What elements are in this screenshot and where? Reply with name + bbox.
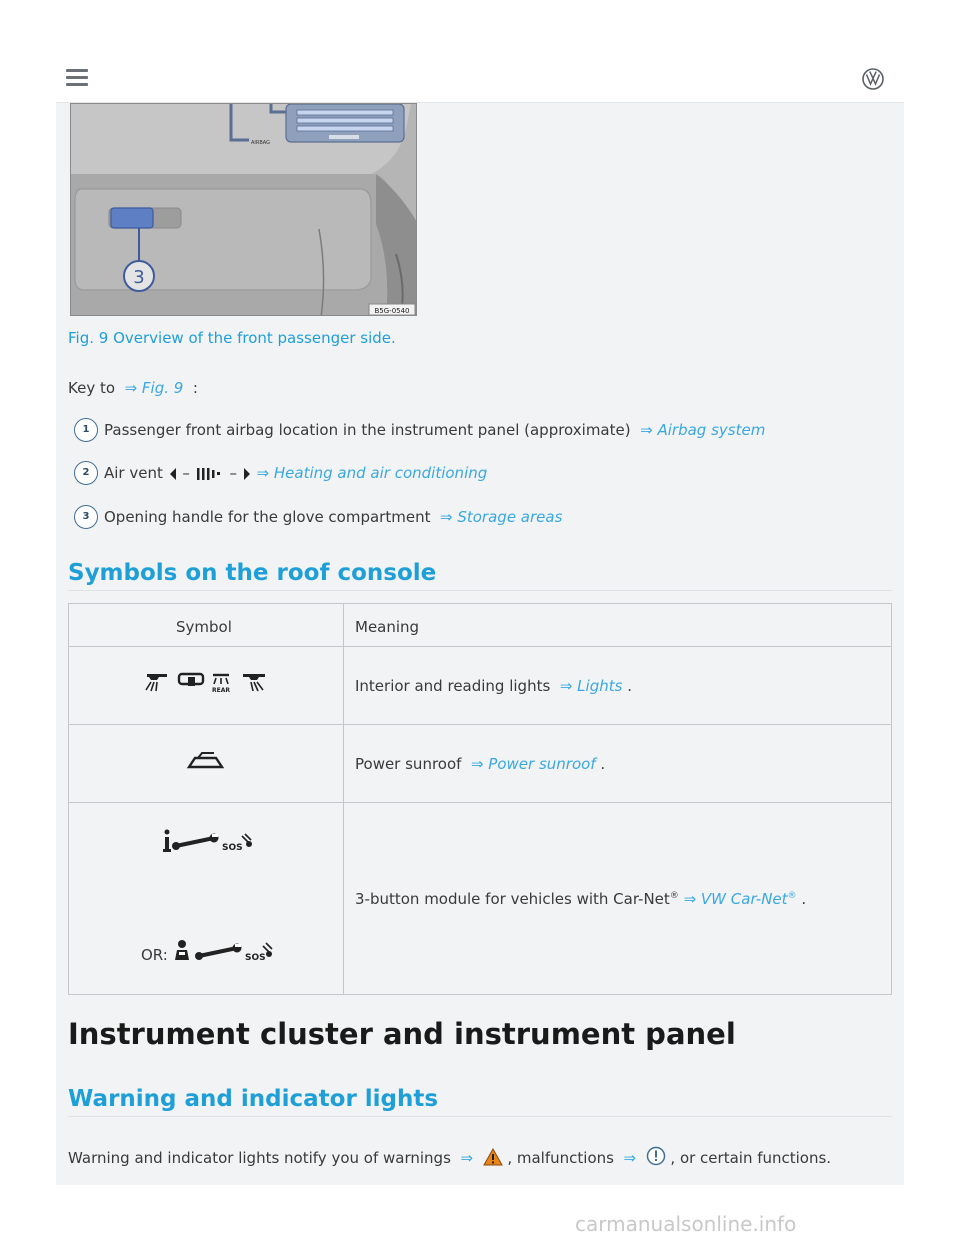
top-bar bbox=[56, 54, 904, 103]
wrench-icon bbox=[195, 944, 242, 961]
key-line bbox=[68, 379, 198, 397]
row-divider bbox=[69, 724, 891, 725]
lights-text: Interior and reading lights bbox=[355, 677, 551, 695]
roof-console-heading: Symbols on the roof console bbox=[68, 560, 437, 586]
vw-car-net-link[interactable]: ⇒ VW Car-Net bbox=[683, 890, 788, 908]
vent-right-icon bbox=[242, 467, 252, 481]
content-panel bbox=[56, 103, 904, 1185]
warning-text-3: , or certain functions. bbox=[670, 1149, 832, 1167]
vent-left-icon bbox=[168, 467, 178, 481]
reading-light-right-icon bbox=[243, 674, 265, 691]
key-prefix: Key to bbox=[68, 379, 116, 397]
reading-light-left-icon bbox=[146, 674, 167, 691]
interior-light-icon bbox=[179, 674, 203, 686]
row-carnet-meaning bbox=[355, 890, 806, 908]
car-net-alt-symbols bbox=[173, 938, 273, 964]
sunroof-end: . bbox=[600, 755, 606, 773]
item-1-text: Passenger front airbag location in the instrument panel (approximate) bbox=[104, 421, 631, 439]
row-divider bbox=[69, 802, 891, 803]
dash-1: – bbox=[182, 464, 190, 482]
heating-ac-link[interactable]: ⇒ Heating and air conditioning bbox=[256, 464, 488, 482]
storage-areas-link[interactable]: ⇒ Storage areas bbox=[440, 508, 563, 526]
exclamation-circle-icon bbox=[646, 1146, 666, 1166]
sunroof-text: Power sunroof bbox=[355, 755, 462, 773]
watermark: carmanualsonline.info bbox=[575, 1212, 797, 1236]
key-item-2 bbox=[104, 464, 487, 482]
item-3-text: Opening handle for the glove compartment bbox=[104, 508, 431, 526]
concierge-icon bbox=[175, 940, 189, 960]
figure-callout-3: 3 bbox=[133, 267, 145, 288]
car-net-module-symbols bbox=[162, 828, 258, 854]
sos-label-alt: SOS bbox=[245, 953, 266, 963]
item-2-text: Air vent bbox=[104, 464, 163, 482]
rear-light-icon bbox=[212, 675, 230, 694]
key-item-1 bbox=[104, 421, 765, 439]
airbag-system-link[interactable]: ⇒ Airbag system bbox=[640, 421, 766, 439]
table-column-divider bbox=[343, 604, 344, 994]
warning-arrow-link[interactable]: ⇒ bbox=[460, 1149, 474, 1167]
row-sunroof-meaning bbox=[355, 755, 605, 773]
passenger-side-figure bbox=[70, 103, 417, 316]
carnet-end: . bbox=[801, 890, 807, 908]
lights-link[interactable]: ⇒ Lights bbox=[559, 677, 623, 695]
roof-console-table bbox=[68, 603, 892, 995]
sos-icon bbox=[245, 943, 272, 963]
registered-mark-link: ® bbox=[787, 891, 797, 901]
sos-icon bbox=[222, 834, 252, 853]
malfunction-arrow-link[interactable]: ⇒ bbox=[623, 1149, 637, 1167]
subheading-divider bbox=[68, 1116, 892, 1117]
airbag-label: AIRBAG bbox=[251, 140, 271, 146]
lights-end: . bbox=[627, 677, 632, 695]
warning-lights-text bbox=[68, 1146, 831, 1167]
registered-mark: ® bbox=[669, 891, 679, 901]
vent-closed-icon bbox=[195, 467, 225, 481]
header-divider bbox=[69, 646, 891, 647]
sunroof-icon bbox=[186, 752, 226, 772]
dashboard-illustration bbox=[71, 104, 417, 316]
column-header-meaning: Meaning bbox=[355, 618, 420, 636]
warning-triangle-icon bbox=[483, 1148, 503, 1166]
key-item-3 bbox=[104, 508, 562, 526]
sos-label: SOS bbox=[222, 843, 243, 853]
column-header-symbol: Symbol bbox=[176, 618, 232, 636]
dash-2: – bbox=[229, 464, 237, 482]
power-sunroof-link[interactable]: ⇒ Power sunroof bbox=[470, 755, 596, 773]
or-label: OR: bbox=[141, 946, 168, 964]
figure-caption: Fig. 9 Overview of the front passenger side. bbox=[68, 329, 396, 347]
item-number-3: 3 bbox=[74, 505, 98, 529]
item-number-1: 1 bbox=[74, 418, 98, 442]
key-suffix: : bbox=[192, 379, 198, 397]
rear-label: REAR bbox=[212, 687, 230, 694]
instrument-cluster-heading: Instrument cluster and instrument panel bbox=[68, 1017, 736, 1051]
vw-logo-icon[interactable] bbox=[862, 68, 884, 90]
warning-lights-heading: Warning and indicator lights bbox=[68, 1086, 439, 1112]
figure-code: B5G-0540 bbox=[374, 307, 410, 315]
item-number-2: 2 bbox=[74, 461, 98, 485]
warning-text-2: , malfunctions bbox=[507, 1149, 614, 1167]
wrench-icon bbox=[172, 834, 219, 851]
info-icon bbox=[163, 830, 171, 853]
fig-9-link[interactable]: ⇒ Fig. 9 bbox=[124, 379, 184, 397]
warning-text-1: Warning and indicator lights notify you of warnings bbox=[68, 1149, 451, 1167]
heading-divider bbox=[68, 590, 892, 591]
row-lights-meaning bbox=[355, 677, 632, 695]
lights-symbols bbox=[141, 670, 273, 694]
carnet-text: 3-button module for vehicles with Car-Net bbox=[355, 890, 670, 908]
hamburger-menu-icon[interactable] bbox=[66, 69, 88, 87]
